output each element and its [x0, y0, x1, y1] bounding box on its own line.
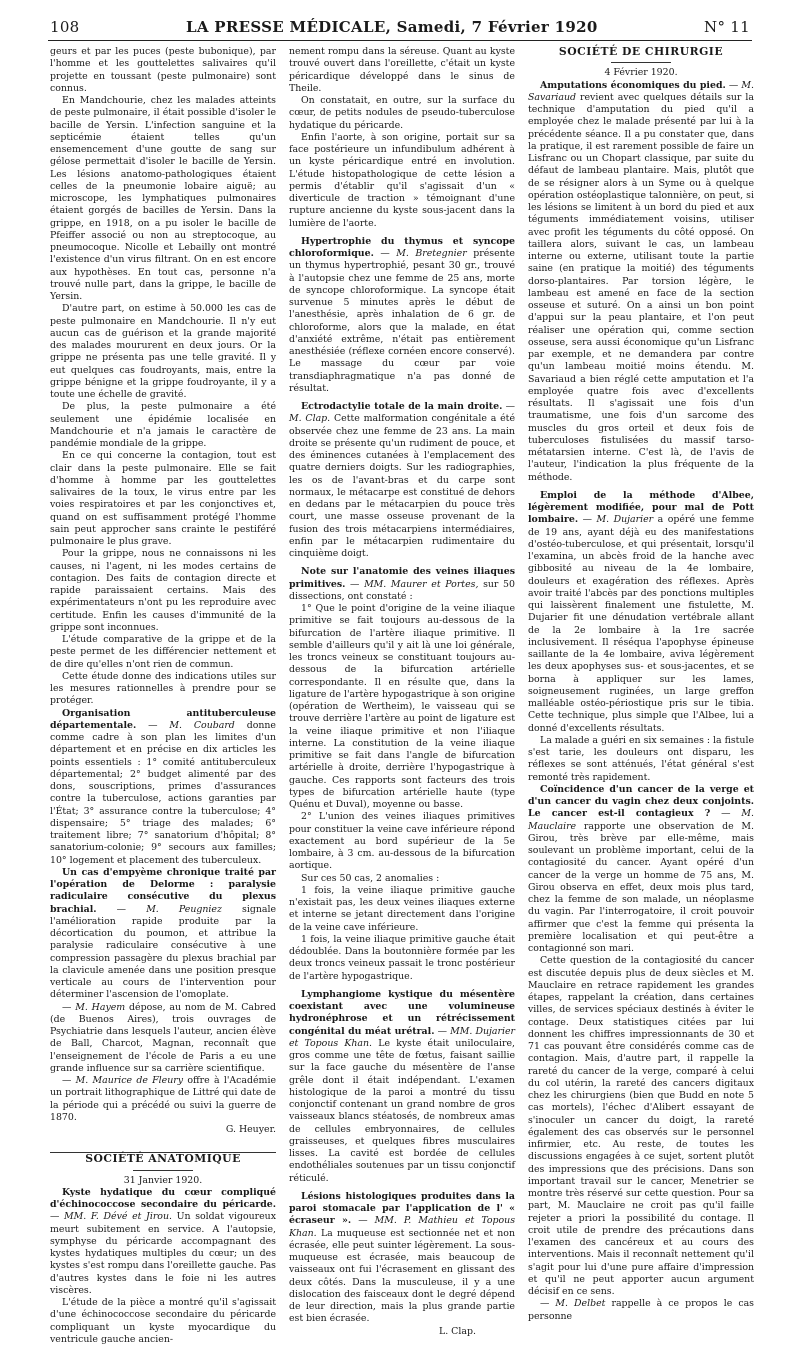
- section-title: SOCIÉTÉ DE CHIRURGIE: [558, 45, 724, 58]
- article-author: M. Delbet: [555, 1298, 606, 1310]
- article-author: M. Maurice de Fleury: [75, 1075, 184, 1086]
- column-2: [289, 46, 516, 1337]
- article-body: dépose, au nom de M. Cabred (de Buenos Aires), trois ouvrages de Psychiatrie dans lesquels l'auteur, ancien élève de Ball, Charcot, Magnan, reconnaît que l'enseignement de l'école de Paris a eu une grande influence sur sa carrière scientifique.: [50, 1001, 276, 1074]
- paragraph: Cette question de la contagiosité du cancer est discutée depuis plus de deux siècles et M. Mauclaire en retrace rapidement les grandes étapes, rappelant la création, dans certaines villes, de services spéciaux destinés à éviter le contage. Deux statistiques citées par lui donnent les chiffres impressionnants de 30 et 71 cas pouvant être considérés comme cas de contagion. Mais, d'autre part, il rappelle la rareté du cancer de la verge, comparé à celui du col utérin, la rareté des cancers digitaux chez les chirurgiens (bien que Budd en note 5 cas mortels), l'échec d'Alibert essayant de s'inoculer un cancer du doigt, la rareté également des cas observés sur le personnel infirmier, etc. Au reste, de toutes les discussions engagées à ce sujet, sortent plutôt des impressions que des précisions. Dans son important travail sur le cancer, Menetrier se montre très réservé sur cette question. Pour sa part, M. Mauclaire ne croit pas qu'il faille rejeter a priori la possibilité du contage. Il croit utile de prendre des précautions dans l'examen des cancéreux et au cours des interventions. Mais il reconnaît nettement qu'il s'agit pour lui d'une pure affaire d'impression et qu'il ne peut apporter aucun argument décisif en ce sens.: [528, 955, 754, 1297]
- article-body: rappelle à ce propos le cas personne: [528, 1298, 754, 1322]
- article-title: Amputations économiques du pied.: [540, 79, 726, 91]
- article: Emploi de la méthode d'Albee, légèrement modifiée, pour mal de Pott lombaire. — M. Dujarier a opéré une femme de 19 ans, ayant déjà eu des manifestations d'ostéo-tuberculose, et qui présentait, lorsqu'il l'examina, un abcès froid de la hanche avec gibbosité au niveau de la 4e lombaire, douleurs et exagération des réflexes. Après avoir traité l'abcès par des ponctions multiples qui laissèrent finalement une fistulette, M. Dujarier fit une dénudation vertébrale allant de la 2e lombaire à la 1re sacrée inclusivement. Il réséqua l'apophyse épineuse saillante de la 4e lombaire, aviva légèrement les deux apophyses sus- et sous-jacentes, et se borna à appliquer sur les lames, soigneusement ruginées, un large greffon malléable ostéo-périostique pris sur le tibia. Cette technique, plus simple que l'Albee, lui a donné d'excellents résultats.: [528, 489, 754, 734]
- article-title: Lymphangiome kystique du mésentère coexistant avec une volumineuse hydronéphrose et un rétrécissement congénital du méat urétral.: [289, 988, 515, 1037]
- article-body: Cette malformation congénitale a été observée chez une femme de 23 ans. La main droite se présente qu'un rudiment de pouce, et des éminences cutanées à l'emplacement des quatre derniers doigts. Sur les radiographies, les os de l'avant-bras et du carpe sont normaux, le métacarpe est constitué de dehors en dedans par le métacarpien du pouce très court, une masse osseuse provenant de la fusion des trois métacarpiens intermédiaires, enfin par le métacarpien rudimentaire du cinquième doigt.: [289, 413, 515, 559]
- article-author: MM. F. Dévé et Jirou.: [64, 1211, 172, 1223]
- paragraph: Sur ces 50 cas, 2 anomalies :: [301, 872, 440, 884]
- issue-number: N° 11: [704, 18, 750, 36]
- article-body: a opéré une femme de 19 ans, ayant déjà eu des manifestations d'ostéo-tuberculose, et qui présentait, lorsqu'il l'examina, un abcès froid de la hanche avec gibbosité au niveau de la 4e lombaire, douleurs et exagération des réflexes. Après avoir traité l'abcès par des ponctions multiples qui laissèrent finalement une fistulette, M. Dujarier fit une dénudation vertébrale allant de la 2e lombaire à la 1re sacrée inclusivement. Il réséqua l'apophyse épineuse saillante de la 4e lombaire, aviva légèrement les deux apophyses sus- et sous-jacentes, et se borna à appliquer sur les lames, soigneusement ruginées, un large greffon malléable ostéo-périostique pris sur le tibia. Cette technique, plus simple que l'Albee, lui a donné d'excellents résultats.: [528, 514, 754, 734]
- paragraph: 1 fois, la veine iliaque primitive gauche était dédoublée. Dans la boutonnière formée par les deux troncs veineux passait le tronc postérieur de l'artère hypogastrique.: [289, 933, 515, 982]
- article-author: M. Savariaud: [528, 79, 754, 103]
- article-body: La muqueuse est sectionnée net et non écrasée, elle peut suinter légèrement. La sous-muqueuse est écrasée, mais beaucoup de vaisseaux ont fui l'écrasement en glissant des deux côtés. Dans la musculeuse, il y a une dislocation des faisceaux dont le degré dépend de leur direction, mais la plus grande partie est bien écrasée.: [289, 1227, 515, 1325]
- article-body: revient avec quelques détails sur la technique d'amputation du pied qu'il a employée chez le malade présenté par lui à la précédente séance. Il a pu constater que, dans la pratique, il est rarement possible de faire un Lisfranc ou un Chopart classique, par suite du défaut de lambeau plantaire. Mais, plutôt que de se résigner alors à un Syme ou à quelque opération ostéoplastique talonnière, on peut, si les lésions se limitent à un bord du pied et aux téguments immédiatement voisins, utiliser avec profit les téguments du côté opposé. On taillera alors, suivant le cas, un lambeau interne ou externe, utilisant toute la partie saine (en pratique la moitié) des téguments dorso-plantaires. Par torsion légère, le lambeau est amené en face de la section osseuse et suturé. On a ainsi un bon point d'appui sur la peau plantaire, et l'on peut réaliser une opération qui, comme section osseuse, sera aussi économique qu'un Lisfranc par exemple, et ne demandera par contre qu'un lambeau moitié moins étendu. M. Savariaud a bien réglé cette amputation et l'a employée quatre fois avec d'excellents résultats. Il s'agissait une fois d'un traumatisme, une fois d'un sarcome des muscles du gros orteil et deux fois de tuberculoses fistulisées du massif tarso-métatarsien interne. C'est là, de l'avis de l'auteur, l'indication la plus fréquente de la méthode.: [528, 91, 754, 483]
- paragraph: nement rompu dans la séreuse. Quant au kyste trouvé ouvert dans l'oreillette, c'était un kyste péricardique développé dans le sinus de Theile.: [289, 46, 515, 94]
- paragraph: Cette étude donne des indications utiles sur les mesures rationnelles à prendre pour se protéger.: [50, 670, 276, 707]
- article-body: sur 50 dissections, ont constaté :: [289, 578, 515, 602]
- article-body: signale l'amélioration rapide produite par la décortication du poumon, et attribue la paralysie radiculaire consécutive à une compression passagère du plexus brachial par la clavicule amenée dans une position presque verticale au cours de l'intervention pour déterminer l'ascension de l'omoplate.: [50, 903, 276, 1001]
- article: — M. Delbet rappelle à ce propos le cas personne: [528, 1298, 754, 1322]
- article-title: Un cas d'empyème chronique traité par l'opération de Delorme : paralysie radiculaire consécutive du plexus brachial.: [50, 866, 276, 915]
- article-author: M. Mauclaire: [528, 808, 754, 832]
- article-title: Coïncidence d'un cancer de la verge et d'un cancer du vagin chez deux conjoints. Le cancer est-il contagieux ?: [528, 783, 754, 820]
- article-title: Kyste hydatique du cœur compliqué d'échinococcose secondaire du péricarde.: [50, 1186, 276, 1210]
- article-body: rapporte une observation de M. Girou, très brève par elle-même, mais soulevant un problème important, celui de la contagiosité du cancer. Ayant opéré d'un cancer de la verge un homme de 75 ans, M. Girou observa en effet, deux mois plus tard, chez la femme de son malade, un néoplasme du vagin. Par l'interrogatoire, il croit pouvoir affirmer que c'est la femme qui présenta la première localisation et qui peut-être a contagionné son mari.: [528, 820, 754, 954]
- article-title: Note sur l'anatomie des veines iliaques primitives.: [289, 566, 515, 590]
- article-author: MM. Maurer et Portes,: [364, 578, 479, 590]
- section-date: 31 Janvier 1920.: [123, 1174, 203, 1186]
- article-author: MM. P. Mathieu et Topous Khan.: [289, 1215, 516, 1239]
- paragraph: En Mandchourie, chez les malades atteints de peste pulmonaire, il était possible d'isoler le bacille de Yersin. L'infection sanguine et la septicémie étaient telles qu'un ensemencement d'une goutte de sang sur gélose permettait d'isoler le bacille de Yersin. Les lésions anatomo-pathologiques étaient celles de la pneumonie lobaire aiguë; au microscope, les lymphatiques pulmonaires étaient gorgés de bacilles de Yersin. Dans la grippe, en 1918, on a pu isoler le bacille de Pfeiffer associé ou non au streptocoque, au pneumocoque. Nicolle et Lebailly ont montré l'existence d'un virus filtrant. On en est encore aux hypothèses. En tout cas, personne n'a trouvé nulle part, dans la grippe, le bacille de Yersin.: [50, 95, 276, 302]
- article-author: MM. Dujarier et Topous Khan.: [289, 1025, 516, 1049]
- journal-title: LA PRESSE MÉDICALE, Samedi, 7 Février 1920: [185, 18, 598, 36]
- header-rule: [48, 40, 752, 41]
- section-rule: [611, 62, 671, 63]
- column-3: [528, 45, 754, 1322]
- article: Lésions histologiques produites dans la paroi stomacale par l'application de l' « écraseur ». — MM. P. Mathieu et Topous Khan. La muqueuse est sectionnée net et non écrasée, elle peut suinter légèrement. La sous-muqueuse est écrasée, mais beaucoup de vaisseaux ont fui l'écrasement en glissant des deux côtés. Dans la musculeuse, il y a une dislocation des faisceaux dont le degré dépend de leur direction, mais la plus grande partie est bien écrasée.: [289, 1190, 516, 1325]
- paragraph: Enfin l'aorte, à son origine, portait sur sa face postérieure un infundibulum adhérent à un kyste péricardique entré en involution. L'étude histopathologique de cette lésion a permis d'établir qu'il s'agissait d'un « diverticule de traction » témoignant d'une rupture ancienne du kyste sous-jacent dans la lumière de l'aorte.: [289, 131, 515, 229]
- article-body: offre à l'Académie un portrait lithographique de Littré qui date de la période qui a précédé ou suivi la guerre de 1870.: [50, 1075, 276, 1123]
- article: Note sur l'anatomie des veines iliaques primitives. — MM. Maurer et Portes, sur 50 dissections, ont constaté :: [289, 566, 515, 602]
- article-author: M. Hayem: [75, 1001, 126, 1013]
- paragraph: 1° Que le point d'origine de la veine iliaque primitive se fait toujours au-dessous de la bifurcation de l'artère iliaque primitive. Il semble d'ailleurs qu'il y ait là une loi générale, les troncs veineux se constituant toujours au-dessous de la bifurcation artérielle correspondante. Il en résulte que, dans la ligature de l'artère hypogastrique à son origine (opération de Wertheim), le vaisseau qui se trouve derrière l'artère au point de ligature est la veine iliaque primitive et non l'iliaque interne. La constitution de la veine iliaque primitive se fait dans l'angle de bifurcation artérielle à droite, derrière l'hypogastrique à gauche. Ces rapports sont facteurs des trois types de bifurcation artérielle haute (type Quénu et Duval), moyenne ou basse.: [289, 603, 515, 810]
- article: Ectrodactylie totale de la main droite. — M. Clap. Cette malformation congénitale a été observée chez une femme de 23 ans. La main droite se présente qu'un rudiment de pouce, et des éminences cutanées à l'emplacement des quatre derniers doigts. Sur les radiographies, les os de l'avant-bras et du carpe sont normaux, le métacarpe est constitué de dehors en dedans par le métacarpien du pouce très court, une masse osseuse provenant de la fusion des trois métacarpiens intermédiaires, enfin par le métacarpien rudimentaire du cinquième doigt.: [289, 401, 516, 559]
- paragraph: L'étude de la pièce a montré qu'il s'agissait d'une échinococcose secondaire du péricarde compliquant un kyste myocardique du ventricule gauche ancien-: [50, 1297, 276, 1345]
- article: Coïncidence d'un cancer de la verge et d'un cancer du vagin chez deux conjoints. Le cancer est-il contagieux ? — M. Mauclaire rapporte une observation de M. Girou, très brève par elle-même, mais soulevant un problème important, celui de la contagiosité du cancer. Ayant opéré d'un cancer de la verge un homme de 75 ans, M. Girou observa en effet, deux mois plus tard, chez la femme de son malade, un néoplasme du vagin. Par l'interrogatoire, il croit pouvoir affirmer que c'est la femme qui présenta la première localisation et qui peut-être a contagionné son mari.: [528, 783, 754, 954]
- paragraph: 1 fois, la veine iliaque primitive gauche n'existait pas, les deux veines iliaques externe et interne se jetant directement dans l'origine de la veine cave inférieure.: [289, 884, 515, 933]
- article-body: donne comme cadre à son plan les limites d'un département et en précise en dix articles les points essentiels : 1° comité antituberculeux départemental; 2° budget alimenté par des dons, souscriptions, primes d'assurances contre la tuberculose, actions garanties par l'État; 3° assurance contre la tuberculose; 4° dispensaire; 5° triage des malades; 6° traitement libre; 7° sanatorium d'hôpital; 8° sanatorium-colonie; 9° secours aux familles; 10° logement et placement des tuberculeux.: [50, 719, 276, 866]
- article-title: Hypertrophie du thymus et syncope chloroformique.: [289, 235, 515, 259]
- article: Amputations économiques du pied. — M. Savariaud revient avec quelques détails sur la technique d'amputation du pied qu'il a employée chez le malade présenté par lui à la précédente séance. Il a pu constater que, dans la pratique, il est rarement possible de faire un Lisfranc ou un Chopart classique, par suite du défaut de lambeau plantaire. Mais, plutôt que de se résigner alors à un Syme ou à quelque opération ostéoplastique talonnière, on peut, si les lésions se limitent à un bord du pied et aux téguments immédiatement voisins, utiliser avec profit les téguments du côté opposé. On taillera alors, suivant le cas, un lambeau interne ou externe, utilisant toute la partie saine (en pratique la moitié) des téguments dorso-plantaires. Par torsion légère, le lambeau est amené en face de la section osseuse et suturé. On a ainsi un bon point d'appui sur la peau plantaire, et l'on peut réaliser une opération qui, comme section osseuse, sera aussi économique qu'un Lisfranc par exemple, et ne demandera par contre qu'un lambeau moitié moins étendu. M. Savariaud a bien réglé cette amputation et l'a employée quatre fois avec d'excellents résultats. Il s'agissait une fois d'un traumatisme, une fois d'un sarcome des muscles du gros orteil et deux fois de tuberculoses fistulisées du massif tarso-métatarsien interne. C'est là, de l'avis de l'auteur, l'indication la plus fréquente de la méthode.: [528, 79, 754, 483]
- article: Organisation antituberculeuse départementale. — M. Coubard donne comme cadre à son plan les limites d'un département et en précise en dix articles les points essentiels : 1° comité antituberculeux départemental; 2° budget alimenté par des dons, souscriptions, primes d'assurances contre la tuberculose, actions garanties par l'État; 3° assurance contre la tuberculose; 4° dispensaire; 5° triage des malades; 6° traitement libre; 7° sanatorium d'hôpital; 8° sanatorium-colonie; 9° secours aux familles; 10° logement et placement des tuberculeux.: [50, 707, 276, 866]
- article-author: M. Clap.: [289, 413, 331, 425]
- article: Hypertrophie du thymus et syncope chloroformique. — M. Bretegnier présente un thymus hypertrophié, pesant 30 gr., trouvé à l'autopsie chez une femme de 25 ans, morte de syncope chloroformique. La syncope était survenue 5 minutes après le début de l'anesthésie, après inhalation de 6 gr. de chloroforme, alors que la malade, en état d'anxiété extrême, n'était pas entièrement anesthésiée (réflexe cornéen encore conservé). Le massage du cœur par voie transdiaphragmatique n'a pas donné de résultat.: [289, 235, 515, 394]
- column-1: [50, 46, 277, 1345]
- paragraph: L'étude comparative de la grippe et de la peste permet de les différencier nettement et de dire qu'elles n'ont rien de commun.: [50, 634, 276, 670]
- signature: G. Heuyer.: [225, 1124, 276, 1135]
- article: Kyste hydatique du cœur compliqué d'échinococcose secondaire du péricarde. — MM. F. Dévé et Jirou. Un soldat vigoureux meurt subitement en service. A l'autopsie, symphyse du péricarde accompagnant des kystes hydatiques multiples du cœur; un des kystes s'est rompu dans l'oreillette gauche. Pas d'autres kystes dans le foie ni les autres viscères.: [50, 1186, 277, 1296]
- paragraph: geurs et par les puces (peste bubonique), par l'homme et les gouttelettes salivaires qu'il projette en toussant (peste pulmonaire) sont connus.: [50, 46, 276, 94]
- section-title: SOCIÉTÉ ANATOMIQUE: [85, 1152, 241, 1166]
- paragraph: D'autre part, on estime à 50.000 les cas de peste pulmonaire en Mandchourie. Il n'y eut aucun cas de guérison et la grande majorité des malades moururent en deux jours. Or la grippe ne présenta pas une telle gravité. Il y eut quelques cas foudroyants, mais, entre la grippe bénigne et la grippe foudroyante, il y a toute une échelle de gravité.: [50, 303, 276, 400]
- article-title: Ectrodactylie totale de la main droite.: [301, 401, 503, 412]
- article: — M. Hayem dépose, au nom de M. Cabred (de Buenos Aires), trois ouvrages de Psychiatrie dans lesquels l'auteur, ancien élève de Ball, Charcot, Magnan, reconnaît que l'enseignement de l'école de Paris a eu une grande influence sur sa carrière scientifique.: [50, 1001, 276, 1074]
- paragraph: 2° L'union des veines iliaques primitives pour constituer la veine cave inférieure répond exactement au bord supérieur de la 5e lombaire, à 3 cm. au-dessous de la bifurcation aortique.: [289, 811, 515, 872]
- paragraph: Pour la grippe, nous ne connaissons ni les causes, ni l'agent, ni les modes certains de contagion. Des faits de contagion directe et rapide paraissaient certains. Mais des expérimentateurs n'ont pu les reproduire avec certitude. Enfin les causes d'immunité de la grippe sont inconnues.: [50, 548, 276, 633]
- paragraph: La malade a guéri en six semaines : la fistule s'est tarie, les douleurs ont disparu, les réflexes se sont atténués, l'état général s'est remonté très rapidement.: [528, 734, 754, 783]
- signature: L. Clap.: [439, 1325, 476, 1337]
- article-body: présente un thymus hypertrophié, pesant 30 gr., trouvé à l'autopsie chez une femme de 25 ans, morte de syncope chloroformique. La syncope était survenue 5 minutes après le début de l'anesthésie, après inhalation de 6 gr. de chloroforme, alors que la malade, en état d'anxiété extrême, n'était pas entièrement anesthésiée (réflexe cornéen encore conservé). Le massage du cœur par voie transdiaphragmatique n'a pas donné de résultat.: [289, 248, 515, 394]
- paragraph: En ce qui concerne la contagion, tout est clair dans la peste pulmonaire. Elle se fait d'homme à homme par les gouttelettes salivaires de la toux, le virus entre par les voies respiratoires et par les conjonctives et, quand on est suffisamment protégé l'homme sain peut approcher sans crainte le pestiféré pulmonaire le plus grave.: [50, 450, 276, 547]
- page-number: 108: [50, 18, 80, 36]
- article-author: M. Coubard: [169, 719, 235, 731]
- article-author: M. Dujarier: [596, 514, 654, 526]
- paragraph: On constatait, en outre, sur la surface du cœur, de petits nodules de pseudo-tuberculose hydatique du péricarde.: [289, 95, 515, 131]
- article-body: Un soldat vigoureux meurt subitement en service. A l'autopsie, symphyse du péricarde accompagnant des kystes hydatiques multiples du cœur; un des kystes s'est rompu dans l'oreillette gauche. Pas d'autres kystes dans le foie ni les autres viscères.: [50, 1211, 277, 1296]
- section-rule: [133, 1170, 193, 1171]
- article: — M. Maurice de Fleury offre à l'Académie un portrait lithographique de Littré qui date de la période qui a précédé ou suivi la guerre de 1870.: [50, 1075, 276, 1123]
- article-title: Lésions histologiques produites dans la paroi stomacale par l'application de l' « écraseur ».: [289, 1190, 515, 1227]
- paragraph: De plus, la peste pulmonaire a été seulement une épidémie localisée en Mandchourie et n'a jamais le caractère de pandémie mondiale de la grippe.: [50, 401, 276, 449]
- article-title: Organisation antituberculeuse départementale.: [50, 707, 276, 731]
- article-title: Emploi de la méthode d'Albee, légèrement modifiée, pour mal de Pott lombaire.: [528, 489, 754, 526]
- article-author: M. Bretegnier: [396, 248, 467, 259]
- article: Un cas d'empyème chronique traité par l'opération de Delorme : paralysie radiculaire consécutive du plexus brachial. — M. Peugniez signale l'amélioration rapide produite par la décortication du poumon, et attribue la paralysie radiculaire consécutive à une compression passagère du plexus brachial par la clavicule amenée dans une position presque verticale au cours de l'intervention pour déterminer l'ascension de l'omoplate.: [50, 866, 276, 1001]
- article-author: M. Peugniez: [146, 903, 222, 915]
- section-date: 4 Février 1920.: [604, 67, 678, 79]
- page-header: [50, 18, 750, 40]
- article: Lymphangiome kystique du mésentère coexistant avec une volumineuse hydronéphrose et un rétrécissement congénital du méat urétral. — MM. Dujarier et Topous Khan. Le kyste était uniloculaire, gros comme une tête de fœtus, faisant saillie sur la face gauche du mésentère de l'anse grêle dont il était indépendant. L'examen histologique de la paroi a montré du tissu conjonctif contenant un grand nombre de gros vaisseaux blancs stéatosés, de nombreux amas de cellules embryonnaires, de cellules graisseuses, et quelques fibres musculaires lisses. La cavité est bordée de cellules endothéliales soutenues par un tissu conjonctif réticulé.: [289, 988, 516, 1184]
- article-body: Le kyste était uniloculaire, gros comme une tête de fœtus, faisant saillie sur la face gauche du mésentère de l'anse grêle dont il était indépendant. L'examen histologique de la paroi a montré du tissu conjonctif contenant un grand nombre de gros vaisseaux blancs stéatosés, de nombreux amas de cellules embryonnaires, de cellules graisseuses, et quelques fibres musculaires lisses. La cavité est bordée de cellules endothéliales soutenues par un tissu conjonctif réticulé.: [289, 1037, 515, 1184]
